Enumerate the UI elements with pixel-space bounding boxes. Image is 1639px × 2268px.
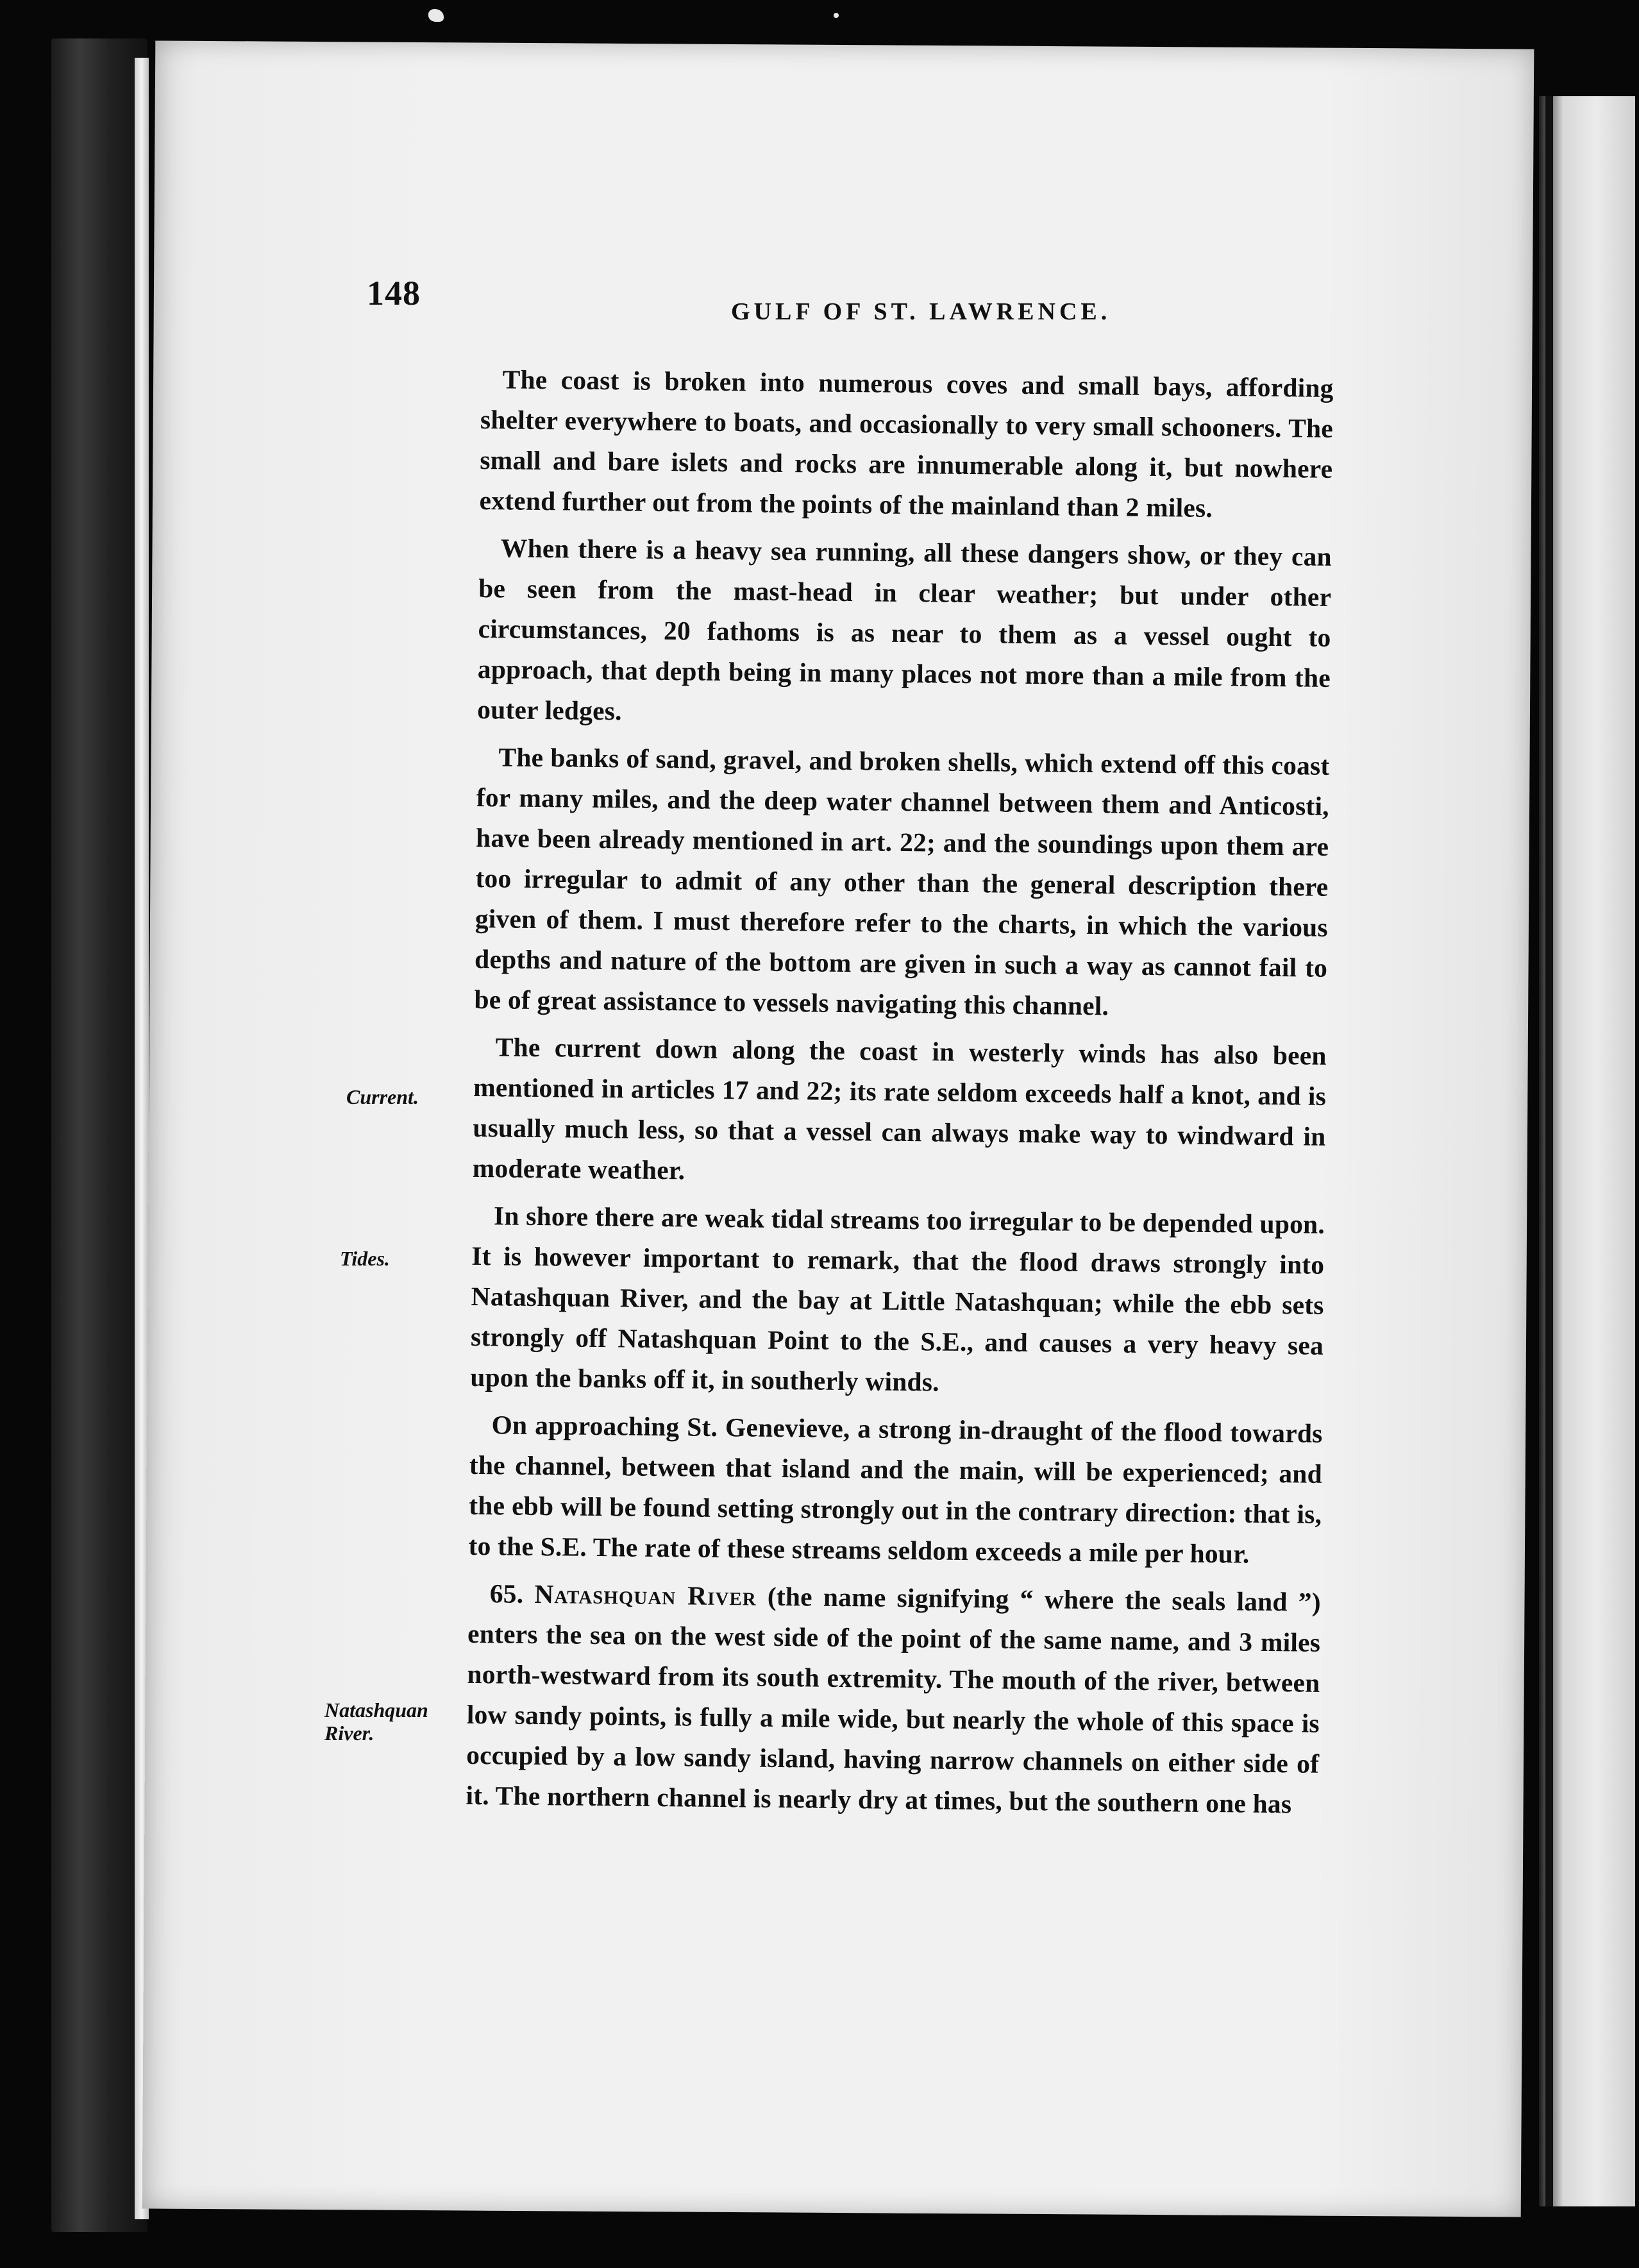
running-head: GULF OF ST. LAWRENCE. (731, 298, 1111, 325)
section-text: (the name signifying “ where the seals land ”) enters the sea on the west side of the point of the same name, and 3 miles north-westward from its south extremity. The mouth of the river, between low sandy points, is fully a mile wide, but nearly the whole of this space is occupied by a low sandy island, having narrow channels on either side of it. The northern channel is nearly dry at times, but the southern one has (466, 1581, 1322, 1819)
paragraph: On approaching St. Genevieve, a strong in-draught of the flood towards the channel, between that island and the main, will be experienced; and the ebb will be found setting strongly out in the contrary direction: that is, to the S.E. The rate of these streams seldom exceeds a mile per hour. (468, 1410, 1323, 1569)
paragraph: The current down along the coast in westerly winds has also been mentioned in articles 17 and 22; its rate seldom exceeds half a knot, and is usually much less, so that a vessel can always make way to windward in moderate weather. (472, 1032, 1327, 1185)
body-text (466, 359, 1334, 1832)
facing-page-border (1545, 96, 1553, 2206)
section-heading: Natashquan River (534, 1578, 757, 1611)
scan-speck (428, 9, 444, 22)
margin-note-line: Natashquan (324, 1698, 428, 1722)
paragraph: In shore there are weak tidal streams too irregular to be depended upon. It is however important to remark, that the flood draws strongly into Natashquan River, and the bay at Little Natashquan; while the ebb sets strongly off Natashquan Point to the S.E., and causes a very heavy sea upon the banks off it, in southerly winds. (470, 1201, 1325, 1397)
margin-note-line: River. (324, 1722, 374, 1745)
paragraph: When there is a heavy sea running, all these dangers show, or they can be seen from the mast-head in clear weather; but under other circumstances, 20 fathoms is as near to them as a vessel ought to approach, that depth being in many places not more than a mile from the outer ledges. (477, 533, 1332, 726)
facing-page-edge (1539, 96, 1635, 2206)
paragraph: The banks of sand, gravel, and broken shells, which extend off this coast for many miles, and the deep water channel between them and Anticosti, have been already mentioned in art. 22; and the soundings upon them are too irregular to admit of any other than the general description there given of them. I must therefore refer to the charts, in which the various depths and nature of the bottom are given in such a way as cannot fail to be of great assistance to vessels navigating this channel. (474, 742, 1330, 1021)
section-number: 65. (489, 1578, 524, 1609)
margin-note-tides: Tides. (340, 1247, 390, 1270)
scan-dot (834, 13, 839, 18)
book-spine (51, 38, 147, 2232)
margin-note-natashquan-river (324, 1698, 466, 1745)
page-number: 148 (367, 274, 421, 312)
margin-note-current: Current. (346, 1085, 419, 1108)
section-65 (466, 1573, 1321, 1825)
paragraph: The coast is broken into numerous coves and small bays, affording shelter everywhere to boats, and occasionally to very small schooners. The small and bare islets and rocks are innumerable along it, but nowhere extend further out from the points of the mainland than 2 miles. (479, 364, 1334, 523)
